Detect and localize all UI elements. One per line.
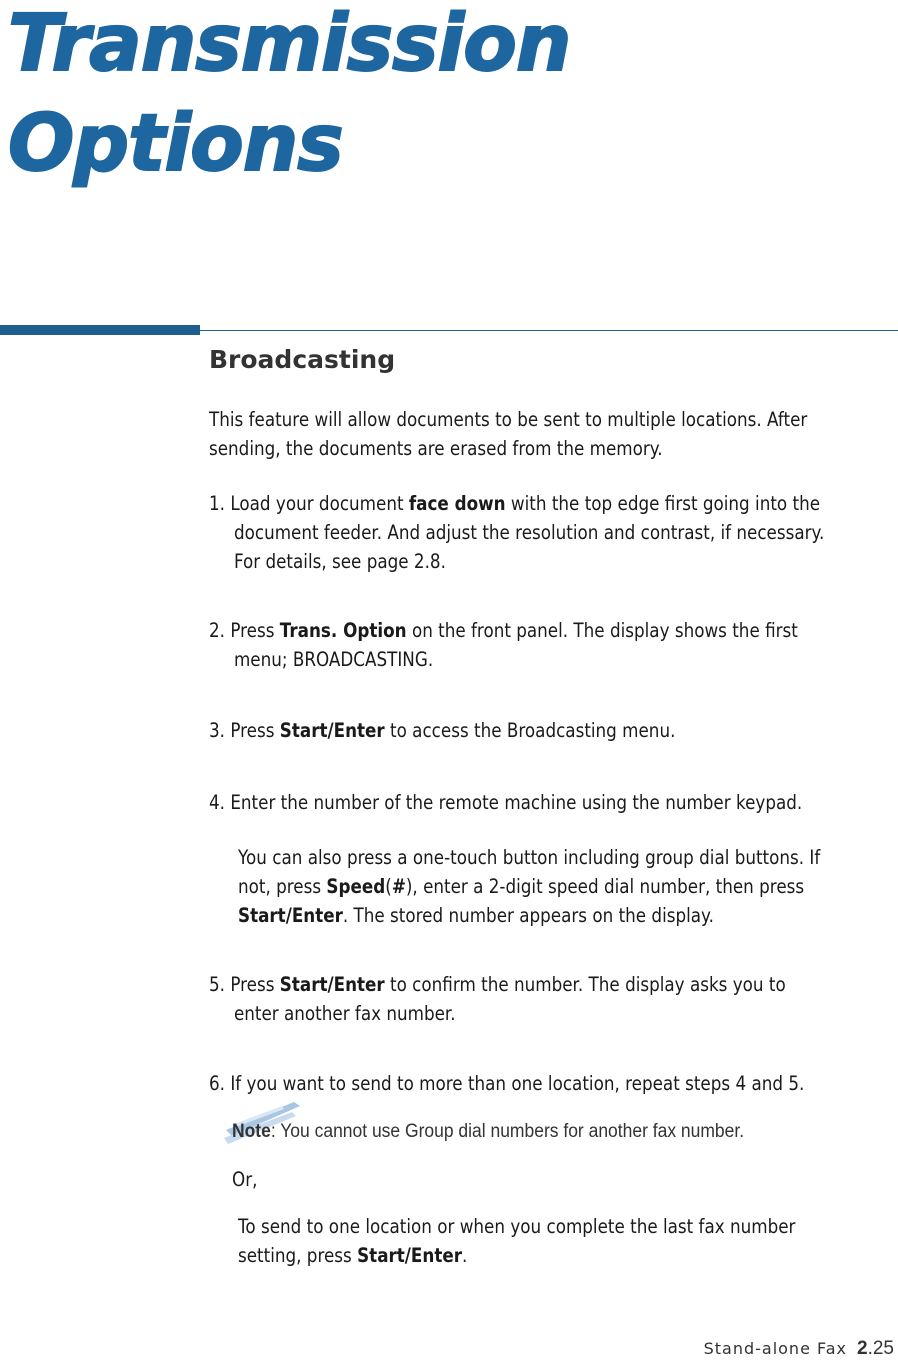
section-rule-thick	[0, 325, 200, 335]
step-text: 1. Load your document	[209, 492, 409, 515]
page-footer	[704, 1338, 894, 1362]
intro-line: This feature will allow documents to be sent to multiple locations. After	[209, 408, 808, 431]
step-line: You can also press a one-touch button including group dial buttons. If	[238, 846, 821, 869]
note-box	[222, 1100, 862, 1152]
button-name-text: Speed	[326, 875, 386, 898]
step-4-detail	[238, 843, 820, 930]
page-title	[8, 0, 570, 194]
page-title-line-1: Transmission	[8, 0, 571, 89]
step-line	[209, 489, 824, 518]
step-text: . The stored number appears on the display.	[342, 904, 714, 927]
step-line: menu; BROADCASTING.	[233, 648, 434, 671]
note-text	[232, 1118, 744, 1146]
step-4	[209, 788, 802, 817]
note-label: Note	[232, 1121, 271, 1142]
or-text: Or,	[232, 1168, 258, 1191]
step-text: with the top edge first going into the	[505, 492, 821, 515]
step-2	[209, 616, 798, 674]
step-text: (	[385, 875, 392, 898]
step-5	[209, 970, 786, 1028]
footer-page-minor: .25	[867, 1338, 894, 1359]
page-title-line-2: Options	[8, 99, 343, 189]
step-text: on the front panel. The display shows the first	[406, 619, 798, 642]
intro-paragraph	[209, 405, 807, 463]
step-text: 2. Press	[209, 619, 280, 642]
step-text: setting, press	[238, 1244, 358, 1267]
section-heading: Broadcasting	[209, 345, 396, 374]
button-name-text: Start/Enter	[238, 904, 343, 927]
footer-section-name: Stand-alone Fax	[703, 1339, 847, 1358]
step-text: .	[461, 1244, 468, 1267]
step-text: ), enter a 2-digit speed dial number, then press	[405, 875, 805, 898]
button-name-text: Trans. Option	[279, 619, 407, 642]
step-line: 4. Enter the number of the remote machine using the number keypad.	[209, 791, 803, 814]
step-text: 3. Press	[209, 719, 280, 742]
intro-line: sending, the documents are erased from the memory.	[209, 437, 663, 460]
footer-page-major: 2	[857, 1338, 868, 1359]
step-line	[209, 716, 675, 745]
button-name-text: Start/Enter	[279, 719, 385, 742]
step-6	[209, 1069, 804, 1098]
step-line	[209, 616, 798, 645]
step-text: to access the Broadcasting menu.	[384, 719, 676, 742]
step-1	[209, 489, 824, 576]
note-body: : You cannot use Group dial numbers for another fax number.	[270, 1121, 745, 1142]
button-name-text: Start/Enter	[357, 1244, 462, 1267]
step-line: document feeder. And adjust the resolution and contrast, if necessary.	[233, 521, 825, 544]
step-text: 5. Press	[209, 973, 280, 996]
button-name-text: Start/Enter	[279, 973, 385, 996]
final-instruction	[238, 1212, 795, 1270]
step-text: to confirm the number. The display asks you to	[384, 973, 786, 996]
step-line	[209, 970, 786, 999]
step-text: not, press	[238, 875, 327, 898]
step-line: 6. If you want to send to more than one location, repeat steps 4 and 5.	[209, 1072, 805, 1095]
step-line	[238, 872, 820, 901]
step-line	[238, 901, 820, 930]
step-line: For details, see page 2.8.	[233, 550, 446, 573]
section-rule-thin	[200, 330, 898, 331]
step-line: To send to one location or when you complete the last fax number	[238, 1215, 796, 1238]
emphasis-text: face down	[408, 492, 506, 515]
step-3	[209, 716, 675, 745]
step-line	[238, 1241, 795, 1270]
button-name-text: #	[391, 875, 406, 898]
step-line: enter another fax number.	[233, 1002, 456, 1025]
